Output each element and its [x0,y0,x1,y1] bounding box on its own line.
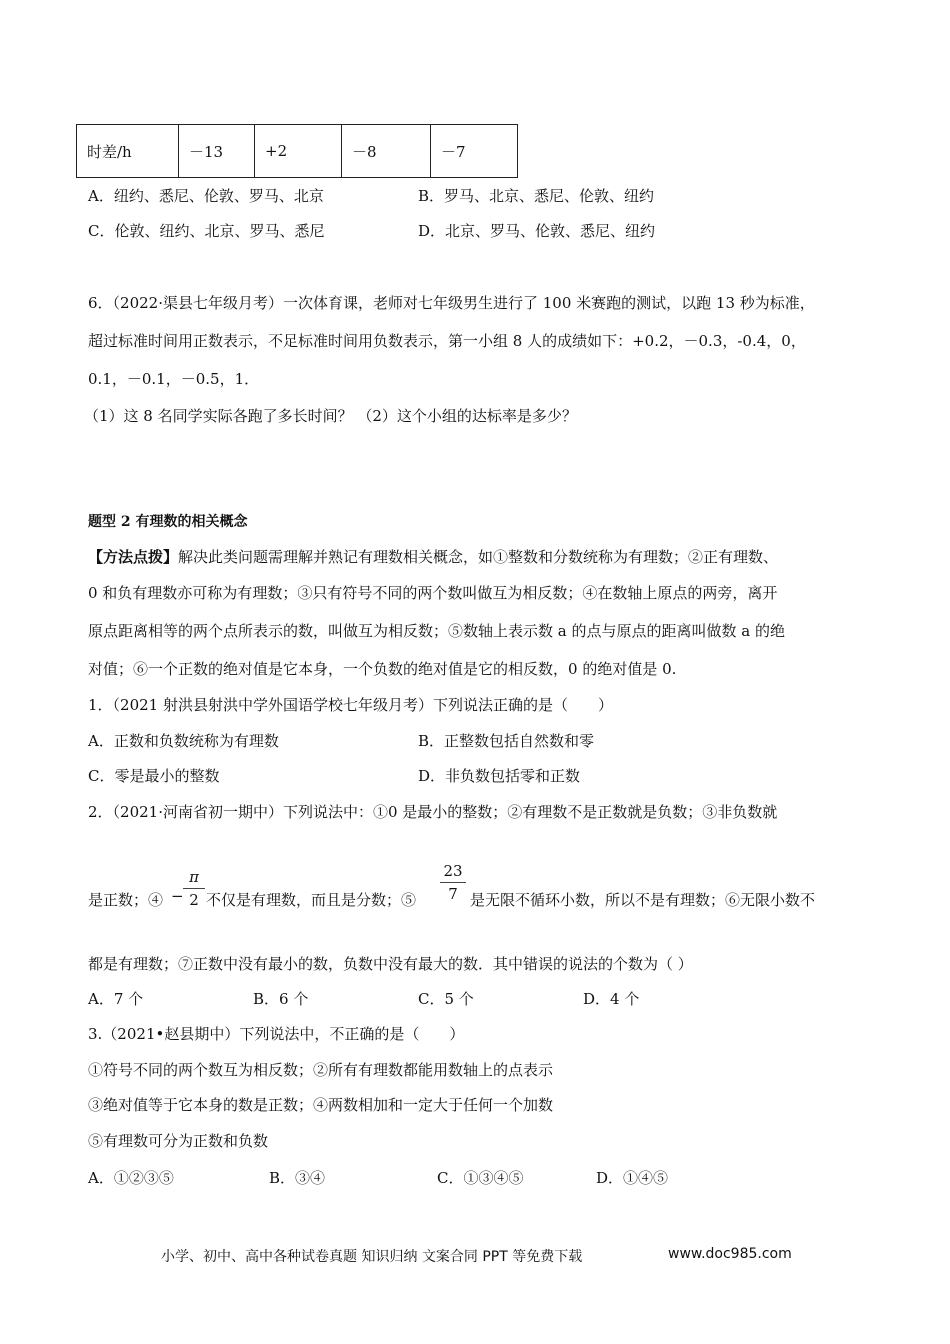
table-header-cell: 时差/h [77,125,179,178]
q2-option-b: B．6 个 [253,990,309,1008]
q3-statement-1: ①符号不同的两个数互为相反数；②所有有理数都能用数轴上的点表示 [88,1061,554,1079]
time-difference-table [76,124,518,178]
q3-option-b: B．③④ [269,1169,326,1187]
fraction-denominator: 2 [189,891,199,909]
q2-option-d: D．4 个 [583,990,640,1008]
q3-stem: 3.（2021•赵县期中）下列说法中，不正确的是（ ） [88,1025,465,1043]
q1-option-d: D．非负数包括零和正数 [418,767,581,785]
q2-line-2a: 是正数；④ [88,891,164,909]
table-cell: +2 [255,125,342,178]
minus-sign: − [171,887,184,905]
q2-line-2b: 不仅是有理数，而且是分数；⑤ [206,891,417,909]
q2-line-2c: 是无限不循环小数，所以不是有理数；⑥无限小数不 [470,891,816,909]
section-title: 题型 2 有理数的相关概念 [88,514,248,530]
q1-option-a: A．正数和负数统称为有理数 [88,732,279,750]
fraction-denominator: 7 [448,885,458,903]
q2-option-a: A．7 个 [88,990,144,1008]
q2-line-3: 都是有理数；⑦正数中没有最小的数，负数中没有最大的数．其中错误的说法的个数为（ ） [88,955,693,973]
fraction-numerator: π [183,866,205,889]
q3-option-d: D．①④⑤ [596,1169,669,1187]
q6-line-1: 6．（2022·渠县七年级月考）一次体育课，老师对七年级男生进行了 100 米赛跑的测试，以跑 13 秒为标准， [88,294,815,312]
q1-option-c: C．零是最小的整数 [88,767,220,785]
fraction-neg-pi-over-2 [183,866,205,911]
q3-option-a: A．①②③⑤ [88,1169,174,1187]
method-text: 解决此类问题需理解并熟记有理数相关概念，如①整数和分数统称为有理数；②正有理数、 [178,548,779,566]
method-line-2: 0 和负有理数亦可称为有理数；③只有符号不同的两个数叫做互为相反数；④在数轴上原点的两旁，离开 [88,584,778,602]
footer-link[interactable]: www.doc985.com [668,1246,792,1262]
q3-statement-3: ⑤有理数可分为正数和负数 [88,1132,269,1150]
method-line-3: 原点距离相等的两个点所表示的数，叫做互为相反数；⑤数轴上表示数 a 的点与原点的距离叫做数 a 的绝 [88,622,785,640]
q1-stem: 1．（2021 射洪县射洪中学外国语学校七年级月考）下列说法正确的是（ ） [88,696,613,714]
q6-line-3: 0.1，－0.1，－0.5，1． [88,370,260,388]
method-line-1 [88,546,778,567]
fraction-numerator: 23 [440,860,466,883]
q1-option-b: B．正整数包括自然数和零 [418,732,595,750]
fraction-23-over-7 [440,860,466,905]
method-line-4: 对值；⑥一个正数的绝对值是它本身，一个负数的绝对值是它的相反数，0 的绝对值是 0. [88,660,677,678]
table-cell: －7 [431,125,518,178]
table-cell: －8 [342,125,431,178]
q3-statement-2: ③绝对值等于它本身的数是正数；④两数相加和一定大于任何一个加数 [88,1096,554,1114]
q2-line-1: 2．（2021·河南省初一期中）下列说法中：①0 是最小的整数；②有理数不是正数就是负数；③非负数就 [88,803,778,821]
q3-option-c: C．①③④⑤ [437,1169,524,1187]
q6-line-2: 超过标准时间用正数表示，不足标准时间用负数表示，第一小组 8 人的成绩如下：+0.2，－0.3，-0.4，0， [88,332,806,350]
footer-text: 小学、初中、高中各种试卷真题 知识归纳 文案合同 PPT 等免费下载 [161,1249,583,1265]
q5-option-d: D．北京、罗马、伦敦、悉尼、纽约 [418,222,656,240]
method-tag: 【方法点拨】 [88,548,179,566]
q5-option-b: B．罗马、北京、悉尼、伦敦、纽约 [418,187,655,205]
q2-option-c: C．5 个 [418,990,474,1008]
q5-option-a: A．纽约、悉尼、伦敦、罗马、北京 [88,187,324,205]
table-cell: －13 [179,125,255,178]
q5-option-c: C．伦敦、纽约、北京、罗马、悉尼 [88,222,325,240]
q6-line-4: （1）这 8 名同学实际各跑了多长时间？ （2）这个小组的达标率是多少？ [84,407,577,425]
table-row [77,125,518,178]
